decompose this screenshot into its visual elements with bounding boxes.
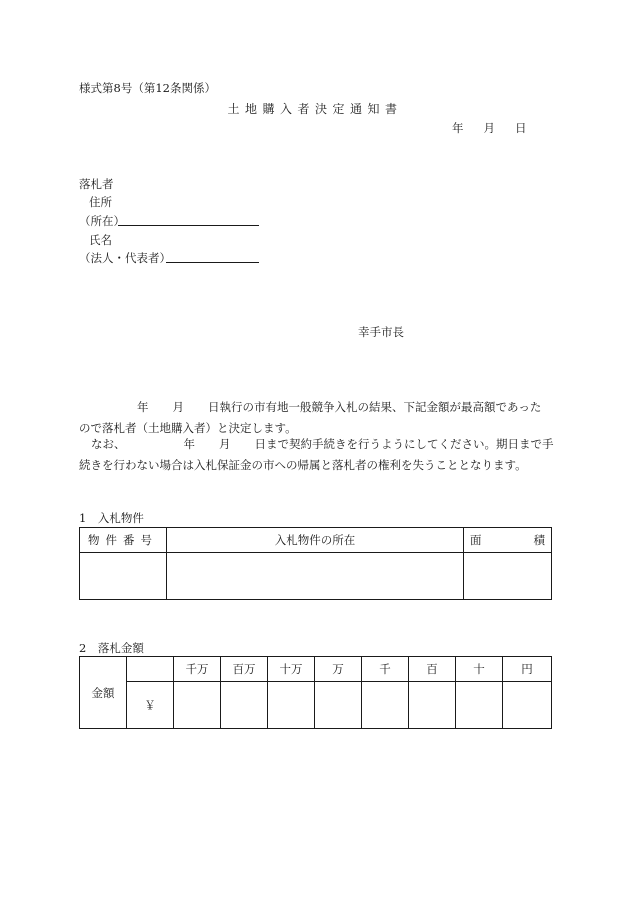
unit-header: 円 (503, 657, 552, 682)
currency-symbol: ￥ (127, 682, 174, 729)
amount-digit-cell[interactable] (409, 682, 456, 729)
amount-table (79, 656, 552, 729)
amount-digit-cell[interactable] (503, 682, 552, 729)
date-year: 年 (452, 121, 464, 135)
issuer-name: 幸手市長 (358, 325, 404, 339)
section2-title: 2 落札金額 (79, 641, 144, 655)
name-label: 氏名 (89, 233, 112, 247)
date-month: 月 (483, 121, 495, 135)
area-header-left: 面 (470, 533, 482, 547)
property-location-header: 入札物件の所在 (167, 528, 464, 553)
para2-month: 月 (219, 437, 231, 451)
address-sublabel: （所在） (79, 214, 125, 228)
property-location-cell[interactable] (167, 553, 464, 600)
para1-text: 日執行の市有地一般競争入札の結果、下記金額が最高額であった (208, 400, 542, 414)
para2-year: 年 (183, 437, 195, 451)
para2-text: 日まで契約手続きを行うようにしてください。期日まで手 (254, 437, 554, 451)
amount-digit-cell[interactable] (362, 682, 409, 729)
winner-heading: 落札者 (79, 177, 114, 191)
unit-header: 百万 (221, 657, 268, 682)
paragraph1-line2: ので落札者（土地購入者）と決定します。 (79, 421, 297, 435)
para2-lead: なお、 (91, 437, 126, 451)
amount-header-row (80, 657, 552, 682)
date-day: 日 (515, 121, 527, 135)
amount-digit-cell[interactable] (315, 682, 362, 729)
amount-digit-cell[interactable] (221, 682, 268, 729)
amount-value-row (80, 682, 552, 729)
name-sublabel: （法人・代表者） (79, 251, 171, 265)
section1-title: 1 入札物件 (79, 511, 144, 525)
para1-month: 月 (172, 400, 184, 414)
amount-digit-cell[interactable] (174, 682, 221, 729)
paragraph2-line2: 続きを行わない場合は入札保証金の市への帰属と落札者の権利を失うこととなります。 (79, 458, 527, 472)
amount-blank-header (127, 657, 174, 682)
property-number-header: 物件番号 (80, 528, 167, 553)
unit-header: 千 (362, 657, 409, 682)
unit-header: 十 (456, 657, 503, 682)
property-table (79, 527, 552, 600)
amount-row-label: 金額 (80, 657, 127, 729)
area-header-right: 積 (533, 533, 545, 547)
property-area-header (464, 528, 552, 553)
form-number: 様式第8号（第12条関係） (79, 81, 216, 95)
document-title: 土地購入者決定通知書 (227, 102, 403, 116)
unit-header: 百 (409, 657, 456, 682)
amount-digit-cell[interactable] (456, 682, 503, 729)
unit-header: 千万 (174, 657, 221, 682)
property-number-cell[interactable] (80, 553, 167, 600)
property-area-cell[interactable] (464, 553, 552, 600)
paragraph1-line1 (79, 397, 551, 418)
property-header-row (80, 528, 552, 553)
unit-header: 万 (315, 657, 362, 682)
para1-year: 年 (137, 400, 149, 414)
unit-header: 十万 (268, 657, 315, 682)
amount-digit-cell[interactable] (268, 682, 315, 729)
property-data-row (80, 553, 552, 600)
address-label: 住所 (89, 195, 112, 209)
name-underline[interactable] (166, 262, 259, 263)
paragraph2-line1 (79, 434, 554, 455)
date-line (452, 120, 527, 136)
address-underline[interactable] (118, 225, 259, 226)
